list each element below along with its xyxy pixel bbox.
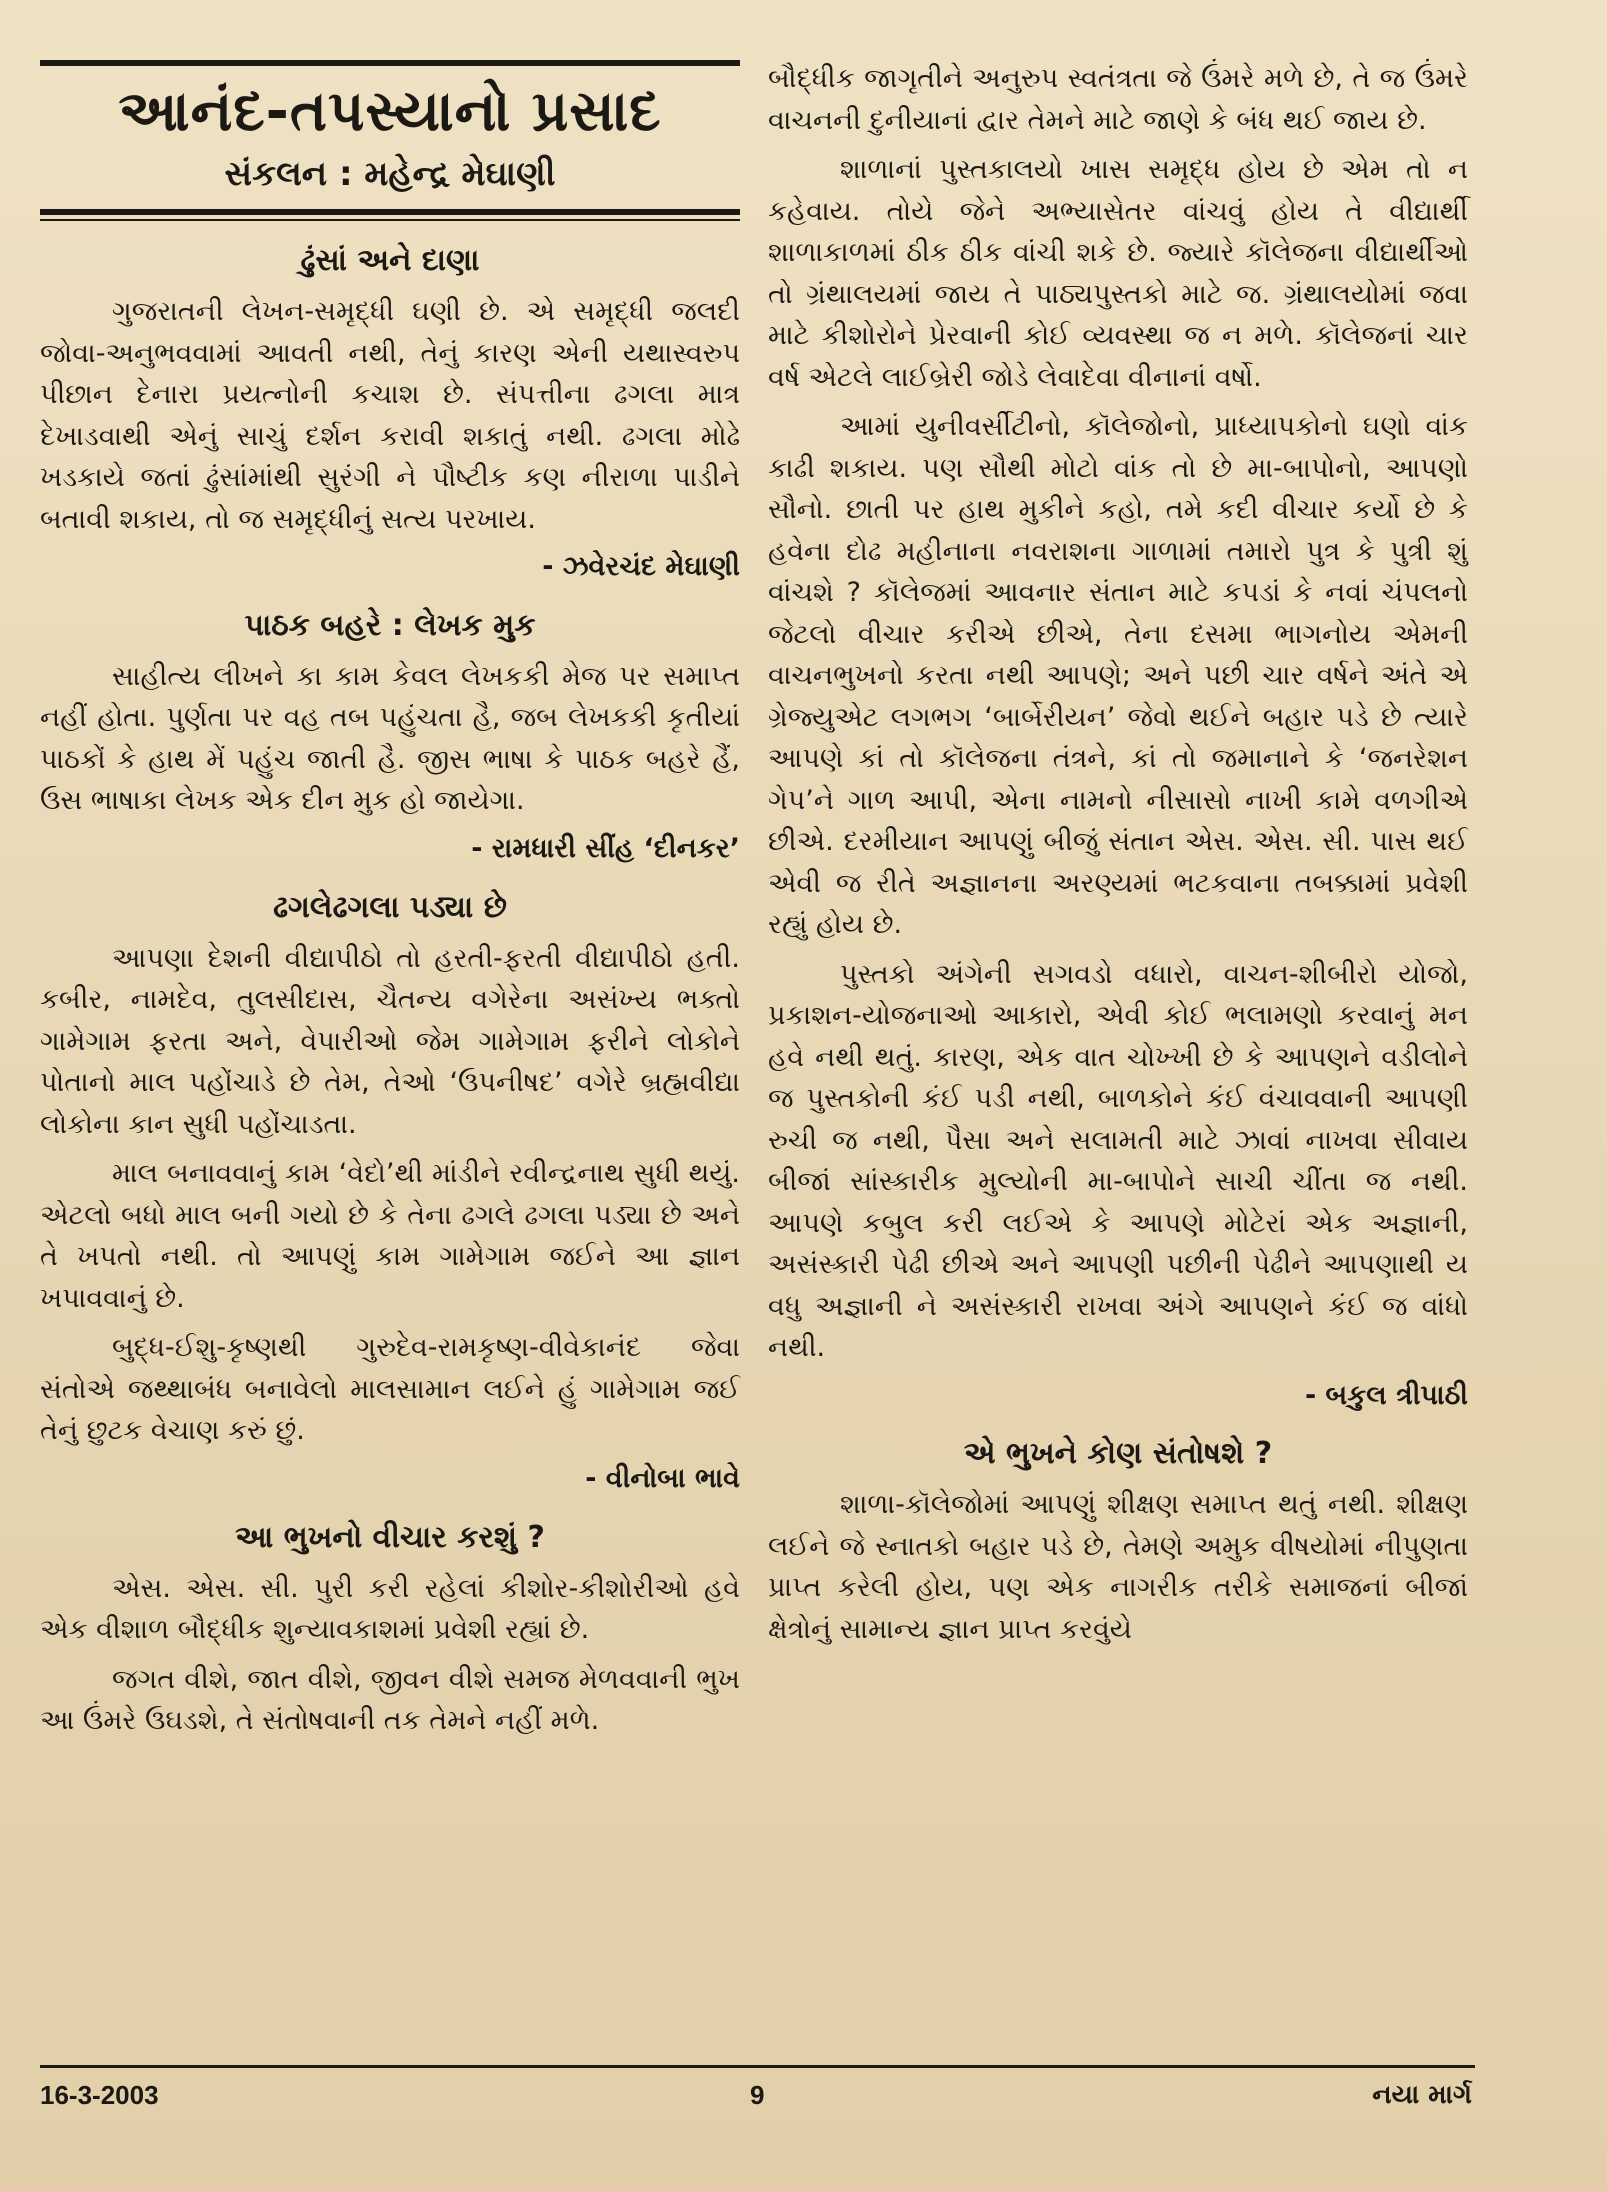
author-dinkar: - રામધારી સીંહ ‘દીનકર’ [471,832,740,864]
section-heaps-paragraph-2: માલ બનાવવાનું કામ ‘વેદો’થી માંડીને રવીન્દ્રનાથ સુધી થયું. એટલો બધો માલ બની ગયો છે કે તેના ઢગલે ઢગલા પડ્યા છે અને તે ખપતો નથી. તો આપણું કામ ગામેગામ જઈને આ જ્ઞાન ખપાવવાનું છે. [40,1158,740,1314]
header-bottom-rule-thin [40,219,740,221]
author-vinoba: - વીનોબા ભાવે [585,1462,740,1494]
right-paragraph-4: પુસ્તકો અંગેની સગવડો વધારો, વાચન-શીબીરો યોજો, પ્રકાશન-યોજનાઓ આકારો, એવી કોઈ ભલામણો કરવાનું મન હવે નથી થતું. કારણ, એક વાત ચોખ્ખી છે કે આપણને વડીલોને જ પુસ્તકોની કંઈ પડી નથી, બાળકોને કંઈ વંચાવવાની આપણી રુચી જ નથી, પૈસા અને સલામતી માટે ઝાવાં નાખવા સીવાય બીજાં સાંસ્કારીક મુલ્યોની મા-બાપોને સાચી ચીંતા જ નથી. આપણે કબુલ કરી લઈએ કે આપણે મોટેરાં એક અજ્ઞાની, અસંસ્કારી પેઢી છીએ અને આપણી પછીની પેઢીને આપણાથી ય વધુ અજ્ઞાની ને અસંસ્કારી રાખવા અંગે આપણને કંઈ જ વાંધો નથી. [768,958,1468,1363]
section-hunger-paragraph-1: એસ. એસ. સી. પુરી કરી રહેલાં કીશોર-કીશોરીઓ હવે એક વીશાળ બૌદ્ધીક શુન્યાવકાશમાં પ્રવેશી રહ્યાં છે. [40,1572,740,1646]
header-top-rule [40,60,740,66]
right-column [768,58,1468,1658]
footer-rule [40,2065,1475,2068]
author-meghani: - ઝવેરચંદ મેઘાણી [542,551,740,583]
right-paragraph-5: શાળા-કૉલેજોમાં આપણું શીક્ષણ સમાપ્ત થતું નથી. શીક્ષણ લઈને જે સ્નાતકો બહાર પડે છે, તેમણે અમુક વીષયોમાં નીપુણતા પ્રાપ્ત કરેલી હોય, પણ એક નાગરીક તરીકે સમાજનાં બીજાં ક્ષેત્રોનું સામાન્ય જ્ઞાન પ્રાપ્ત કરવુંયે [768,1489,1468,1645]
section-title-husks: ઢુંસાં અને દાણા [300,243,480,279]
author-tripathi: - બકુલ ત્રીપાઠી [1304,1379,1468,1411]
page-number: 9 [750,2080,765,2110]
section-hunger-paragraph-2: જગત વીશે, જાત વીશે, જીવન વીશે સમજ મેળવવાની ભુખ આ ઉંમરે ઉઘડશે, તે સંતોષવાની તક તેમને નહીં મળે. [40,1663,740,1737]
page-title: આનંદ-તપસ્યાનો પ્રસાદ [118,79,662,144]
section-heaps-paragraph-1: આપણા દેશની વીદ્યાપીઠો તો હરતી-ફરતી વીદ્યાપીઠો હતી. કબીર, નામદેવ, તુલસીદાસ, ચૈતન્ય વગેરેના અસંખ્ય ભક્તો ગામેગામ ફરતા અને, વેપારીઓ જેમ ગામેગામ ફરીને લોકોને પોતાનો માલ પહોંચાડે છે તેમ, તેઓ ‘ઉપનીષદ’ વગેરે બ્રહ્મવીદ્યા લોકોના કાન સુધી પહોંચાડતા. [40,942,740,1140]
section-title-reader-deaf: પાઠક બહરે : લેખક મુક [244,607,536,643]
publication-name: નયા માર્ગ [1372,2080,1472,2110]
section-title-heaps: ઢગલેઢગલા પડ્યા છે [273,889,507,925]
compiler-credit: સંકલન : મહેન્દ્ર મેઘાણી [224,154,556,195]
right-paragraph-3: આમાં યુનીવર્સીટીનો, કૉલેજોનો, પ્રાધ્યાપકોનો ઘણો વાંક કાઢી શકાય. પણ સૌથી મોટો વાંક તો છે મા-બાપોનો, આપણો સૌનો. છાતી પર હાથ મુકીને કહો, તમે કદી વીચાર કર્યો છે કે હવેના દોઢ મહીનાના નવરાશના ગાળામાં તમારો પુત્ર કે પુત્રી શું વાંચશે ? કૉલેજમાં આવનાર સંતાન માટે કપડાં કે નવાં ચંપલનો જેટલો વીચાર કરીએ છીએ, તેના દસમા ભાગનોય એમની વાચનભુખનો કરતા નથી આપણે; અને પછી ચાર વર્ષને અંતે એ ગ્રેજ્યુએટ લગભગ ‘બાર્બેરીયન’ જેવો થઈને બહાર પડે છે ત્યારે આપણે કાં તો કૉલેજના તંત્રને, કાં તો જમાનાને કે ‘જનરેશન ગેપ’ને ગાળ આપી, એના નામનો નીસાસો નાખી કામે વળગીએ છીએ. દરમીયાન આપણું બીજું સંતાન એસ. એસ. સી. પાસ થઈ એવી જ રીતે અજ્ઞાનના અરણ્યમાં ભટકવાના તબક્કામાં પ્રવેશી રહ્યું હોય છે. [768,411,1468,940]
section-title-who-satisfies: એ ભુખને કોણ સંતોષશે ? [963,1436,1273,1472]
section-reader-deaf-paragraph: સાહીત્ય લીખને કા કામ કેવલ લેખકકી મેજ પર સમાપ્ત નહીં હોતા. પુર્ણતા પર વહ તબ પહુંચતા હૈ, જબ લેખકકી કૃતીયાં પાઠકોં કે હાથ મેં પહુંચ જાતી હૈ. જીસ ભાષા કે પાઠક બહરે હૈં, ઉસ ભાષાકા લેખક એક દીન મુક હો જાયેગા. [40,660,740,817]
footer-date: 16-3-2003 [40,2080,159,2110]
section-heaps-paragraph-3: બુદ્ધ-ઈશુ-કૃષ્ણથી ગુરુદેવ-રામકૃષ્ણ-વીવેકાનંદ જેવા સંતોએ જથ્થાબંધ બનાવેલો માલસામાન લઈને હું ગામેગામ જઈ તેનું છુટક વેચાણ કરું છું. [40,1332,740,1447]
right-paragraph-2: શાળાનાં પુસ્તકાલયો ખાસ સમૃદ્ધ હોય છે એમ તો ન કહેવાય. તોયે જેને અભ્યાસેતર વાંચવું હોય તે વીદ્યાર્થી શાળાકાળમાં ઠીક ઠીક વાંચી શકે છે. જ્યારે કૉલેજના વીદ્યાર્થીઓ તો ગ્રંથાલયમાં જાય તે પાઠ્યપુસ્તકો માટે જ. ગ્રંથાલયોમાં જવા માટે કીશોરોને પ્રેરવાની કોઈ વ્યવસ્થા જ ન મળે. કૉલેજનાં ચાર વર્ષ એટલે લાઈબ્રેરી જોડે લેવાદેવા વીનાનાં વર્ષો. [768,154,1468,393]
right-paragraph-1: બૌદ્ધીક જાગૃતીને અનુરુપ સ્વતંત્રતા જે ઉંમરે મળે છે, તે જ ઉંમરે વાચનની દુનીયાનાં દ્વાર તેમને માટે જાણે કે બંધ થઈ જાય છે. [768,63,1468,136]
section-title-hunger: આ ભુખનો વીચાર કરશું ? [235,1519,545,1555]
header-bottom-rule-thick [40,209,740,215]
left-column [40,60,740,1750]
section-husks-paragraph: ગુજરાતની લેખન-સમૃદ્ધી ઘણી છે. એ સમૃદ્ધી જલદી જોવા-અનુભવવામાં આવતી નથી, તેનું કારણ એની યથાસ્વરુપ પીછાન દેનારા પ્રયત્નોની કચાશ છે. સંપત્તીના ઢગલા માત્ર દેખાડવાથી એનું સાચું દર્શન કરાવી શકાતું નથી. ઢગલા મોઢે ખડકાયે જતાં ઢુંસાંમાંથી સુરંગી ને પૌષ્ટીક કણ નીરાળા પાડીને બતાવી શકાય, તો જ સમૃદ્ધીનું સત્ય પરખાય. [40,296,740,535]
